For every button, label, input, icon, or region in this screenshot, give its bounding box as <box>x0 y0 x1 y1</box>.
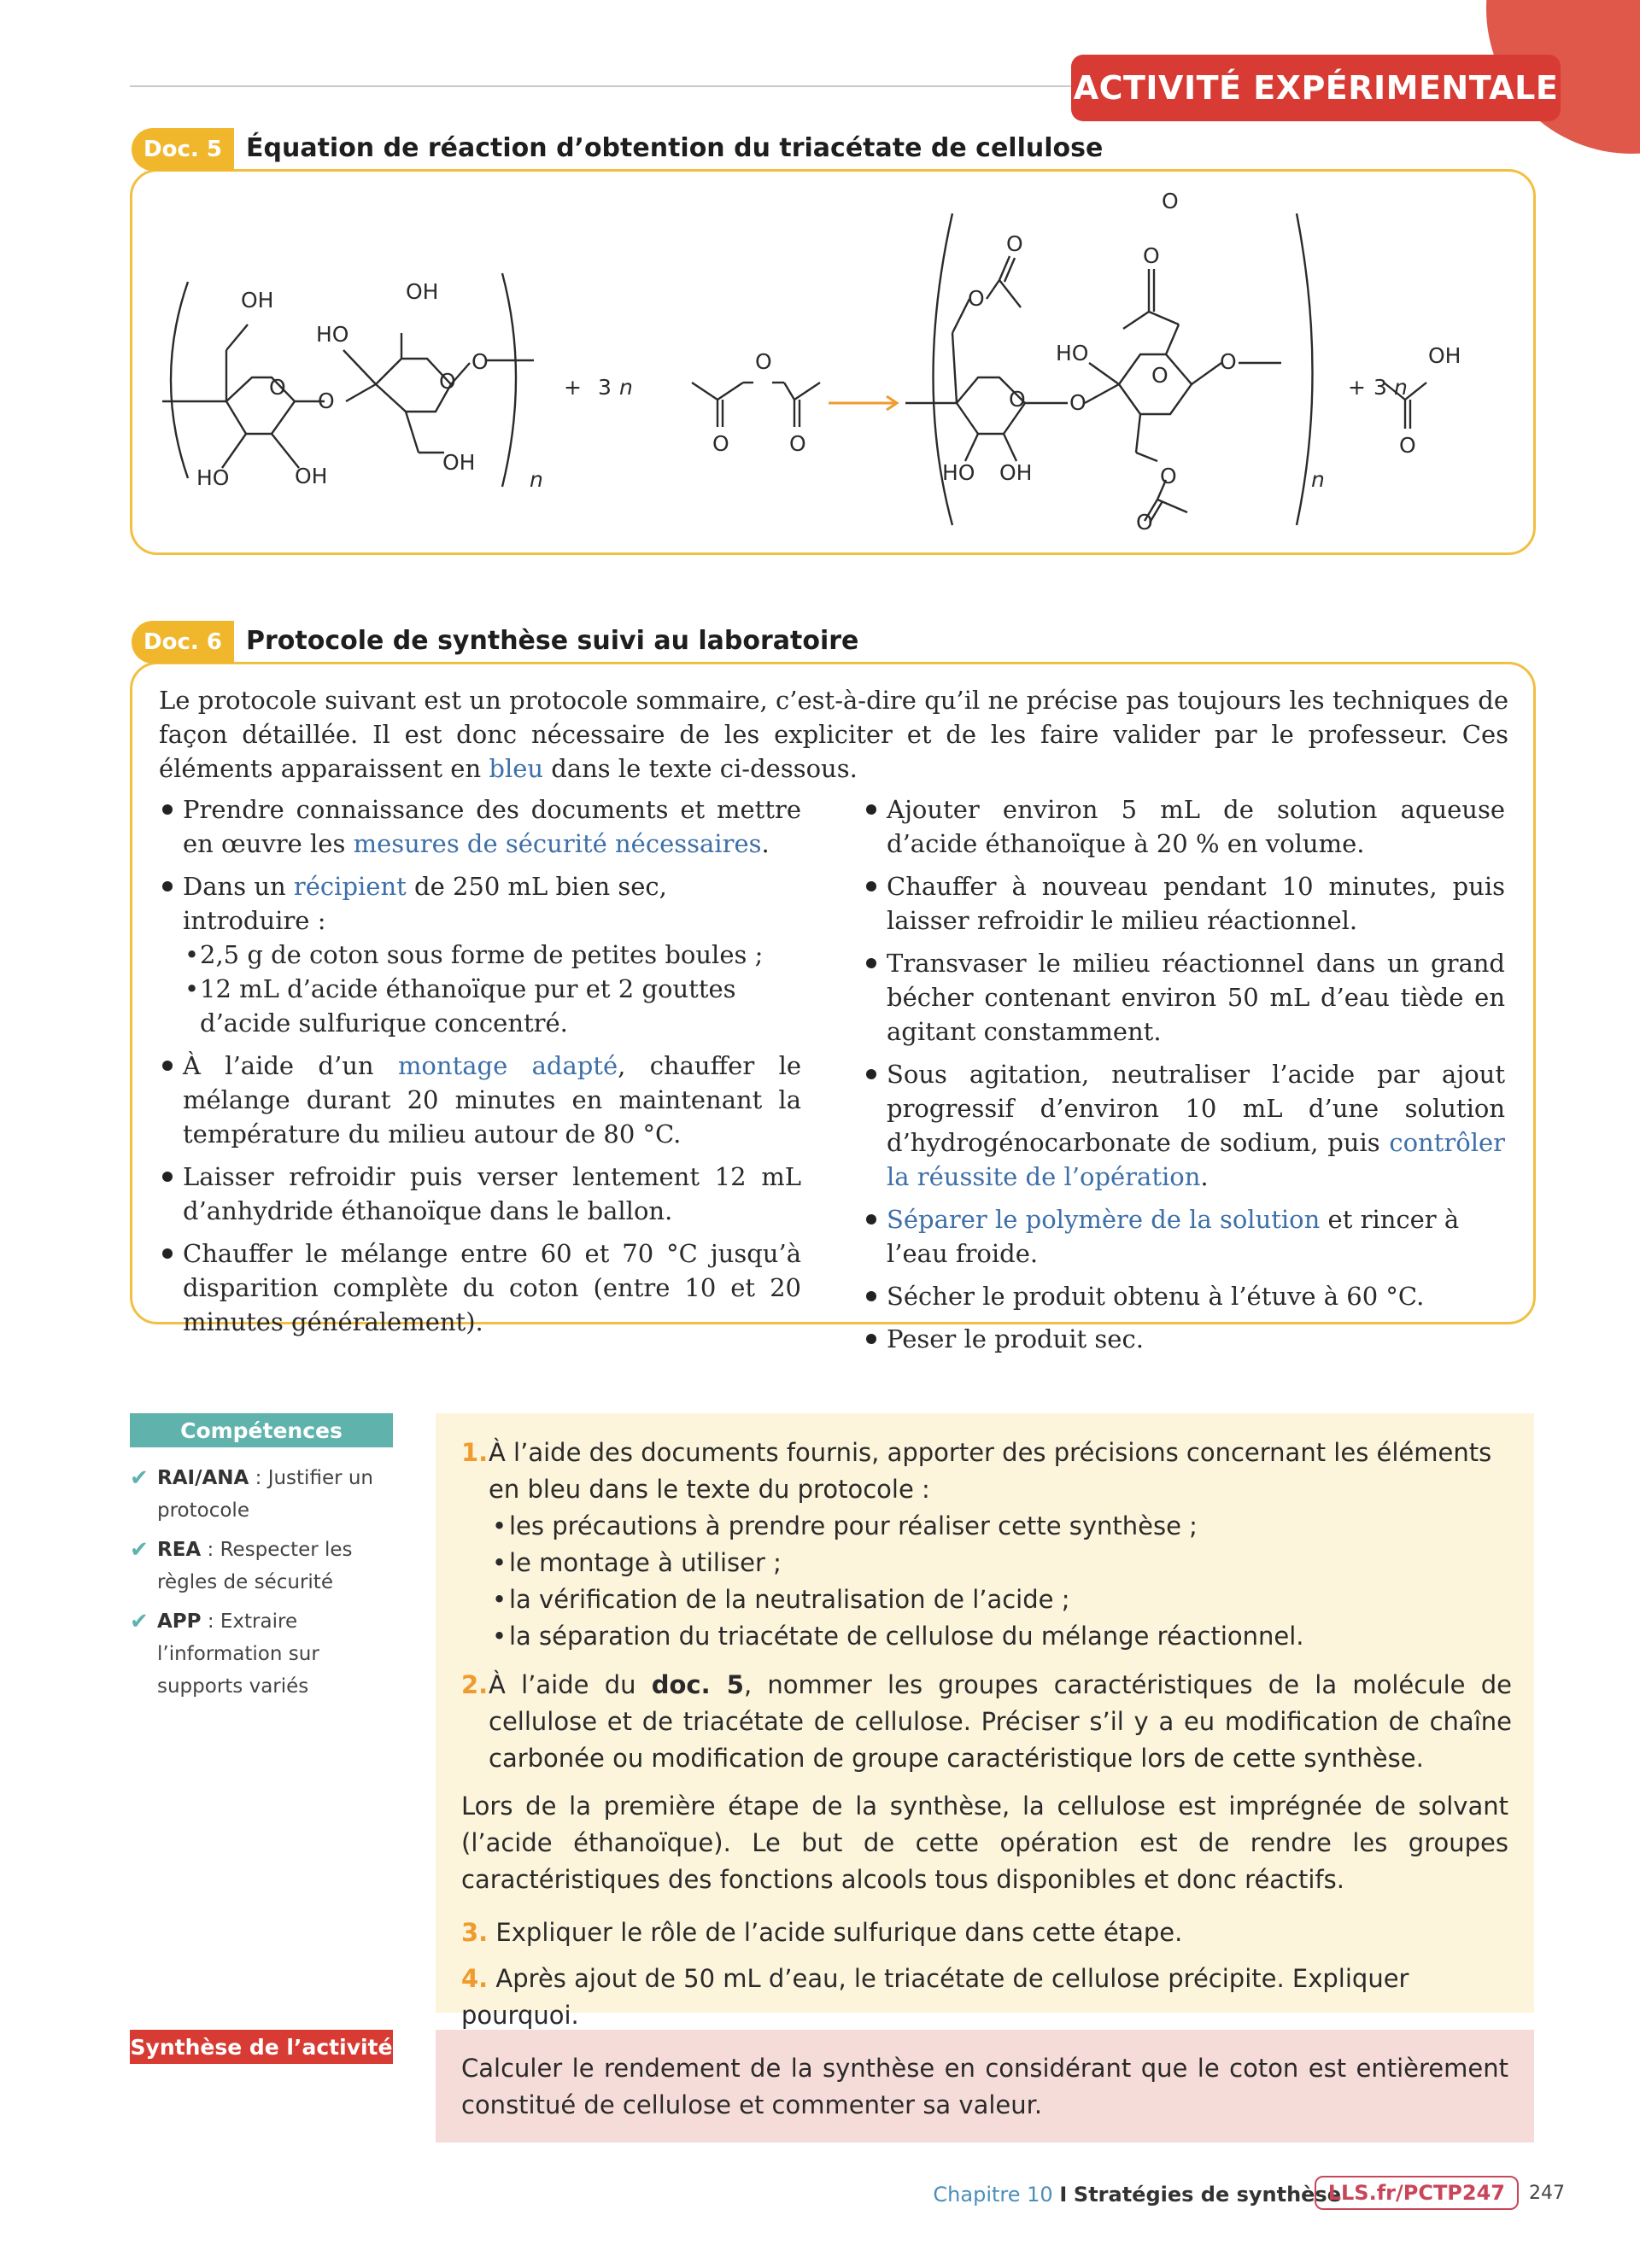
label-o: O <box>1162 189 1179 213</box>
label-o: O <box>318 389 335 413</box>
footer <box>933 2176 1572 2213</box>
label-o: O <box>1069 390 1086 415</box>
bracket-right <box>502 273 516 487</box>
coefficient: 3 <box>598 375 612 400</box>
label-ho: HO <box>196 465 230 490</box>
label-o: O <box>1136 510 1153 535</box>
label-oh: OH <box>1428 343 1461 368</box>
reaction-equation <box>145 179 1529 538</box>
bracket-right-product <box>1297 213 1313 525</box>
label-o: O <box>1220 349 1237 374</box>
protocol-step: Laisser refroidir puis verser lentement 12 mL d’anhydride éthanoïque dans le ballon. <box>159 1160 801 1228</box>
competence-item: ✔ APP : Extraire l’information sur supports variés <box>130 1605 395 1703</box>
label-o: O <box>755 349 772 374</box>
synthesis-header: Synthèse de l’activité <box>130 2030 393 2064</box>
label-o: O <box>712 431 729 456</box>
label-o: O <box>439 369 456 394</box>
competences-header: Compétences <box>130 1413 393 1447</box>
label-oh: OH <box>442 450 476 475</box>
coefficient: 3 <box>1374 375 1387 400</box>
protocol-step: Dans un récipient de 250 mL bien sec, introduire : • 2,5 g de coton sous forme de petites boules ; • 12 mL d’acide éthanoïque pur et 2 gouttes d’acide sulfurique concentré. <box>159 869 801 1040</box>
footer-chapter: Chapitre 10 I Stratégies de synthèse <box>933 2183 1341 2207</box>
coefficient-n: n <box>619 375 633 400</box>
label-o: O <box>1143 243 1160 268</box>
protocol-right-column <box>863 792 1505 1365</box>
page-number: 247 <box>1529 2183 1565 2204</box>
label-oh: OH <box>999 460 1033 485</box>
protocol-step: Séparer le polymère de la solution et rincer à l’eau froide. <box>863 1202 1505 1271</box>
doc6-intro: Le protocole suivant est un protocole sommaire, c’est-à-dire qu’il ne précise pas toujours les techniques de façon détaillée. Il est donc nécessaire de les expliciter et de les faire valider par le professeur. Ces éléments apparaissent en bleu dans le texte ci-dessous. <box>159 686 1508 783</box>
label-oh: OH <box>406 279 439 304</box>
check-icon: ✔ <box>130 1465 149 1491</box>
competence-item: ✔ RAI/ANA : Justifier un protocole <box>130 1462 395 1527</box>
protocol-step: À l’aide d’un montage adapté, chauffer le mélange durant 20 minutes en maintenant la température du milieu autour de 80 °C. <box>159 1049 801 1151</box>
label-o: O <box>1399 433 1416 458</box>
protocol-substep: • 12 mL d’acide éthanoïque pur et 2 gouttes d’acide sulfurique concentré. <box>183 972 801 1040</box>
question-2: 2. À l’aide du doc. 5, nommer les groupes caractéristiques de la molécule de cellulose et de triacétate de cellulose. Préciser s’il y a eu modification de chaîne carbonée ou modification de groupe caractéristique lors de cette synthèse. <box>461 1670 1512 1773</box>
protocol-step: Transvaser le milieu réactionnel dans un grand bécher contenant environ 50 mL d’eau tiède en agitant constamment. <box>863 946 1505 1049</box>
label-o: O <box>1009 387 1026 412</box>
intro-blue-word: bleu <box>489 754 544 783</box>
coefficient-n: n <box>1394 375 1408 400</box>
protocol-step: Ajouter environ 5 mL de solution aqueuse d’acide éthanoïque à 20 % en volume. <box>863 792 1505 861</box>
label-ho: HO <box>942 460 975 485</box>
footer-link[interactable]: LLS.fr/PCTP247 <box>1315 2176 1519 2210</box>
activity-badge: ACTIVITÉ EXPÉRIMENTALE <box>1071 55 1561 121</box>
label-o: O <box>968 286 985 311</box>
doc5-title: Équation de réaction d’obtention du triacétate de cellulose <box>246 133 1104 163</box>
label-o: O <box>1151 363 1168 388</box>
bracket-left <box>171 282 188 478</box>
question-interlude: Lors de la première étape de la synthèse, la cellulose est imprégnée de solvant (l’acide éthanoïque). Le but de cette opération est de rendre les groupes caractéristiques des fonctions alcools tous disponibles et donc réactifs. <box>461 1792 1508 1894</box>
doc6-tab: Doc. 6 <box>132 621 234 663</box>
label-o: O <box>1160 464 1177 488</box>
protocol-step: Chauffer le mélange entre 60 et 70 °C jusqu’à disparition complète du coton (entre 10 et 20 minutes généralement). <box>159 1236 801 1339</box>
label-o: O <box>789 431 806 456</box>
question-1: 1. À l’aide des documents fournis, apporter des précisions concernant les éléments en bleu dans le texte du protocole : • les précautions à prendre pour réaliser cette synthèse ; • le montage à utiliser ; • la vérification de la neutralisation de l’acide ; • la séparation du triacétate de cellulose du mélange réactionnel. <box>461 1435 1512 1655</box>
label-oh: OH <box>241 288 274 313</box>
label-o: O <box>269 375 286 400</box>
doc6-title: Protocole de synthèse suivi au laboratoire <box>246 626 859 656</box>
question-4: 4. Après ajout de 50 mL d’eau, le triacétate de cellulose précipite. Expliquer pourquoi. <box>461 1964 1409 2030</box>
check-icon: ✔ <box>130 1537 149 1563</box>
question-3: 3. Expliquer le rôle de l’acide sulfurique dans cette étape. <box>461 1918 1183 1947</box>
check-icon: ✔ <box>130 1609 149 1634</box>
protocol-step: Chauffer à nouveau pendant 10 minutes, puis laisser refroidir le milieu réactionnel. <box>863 869 1505 938</box>
label-n: n <box>530 467 543 492</box>
label-o: O <box>1006 231 1023 256</box>
label-ho: HO <box>316 322 349 347</box>
question-subitem: • le montage à utiliser ; <box>490 1545 1512 1581</box>
label-oh: OH <box>295 464 328 488</box>
question-subitem: • les précautions à prendre pour réaliser cette synthèse ; <box>490 1508 1512 1545</box>
protocol-step: Prendre connaissance des documents et mettre en œuvre les mesures de sécurité nécessaires. <box>159 792 801 861</box>
protocol-step: Sous agitation, neutraliser l’acide par ajout progressif d’environ 10 mL d’une solution d’hydrogénocarbonate de sodium, puis contrôler la réussite de l’opération. <box>863 1057 1505 1194</box>
plus-sign: + <box>1348 375 1366 400</box>
question-subitem: • la vérification de la neutralisation de l’acide ; <box>490 1581 1512 1618</box>
competences-list <box>130 1462 395 1710</box>
label-ho: HO <box>1056 341 1089 365</box>
question-subitem: • la séparation du triacétate de cellulose du mélange réactionnel. <box>490 1618 1512 1655</box>
competence-item: ✔ REA : Respecter les règles de sécurité <box>130 1534 395 1599</box>
protocol-step: Sécher le produit obtenu à l’étuve à 60 °C. <box>863 1279 1505 1313</box>
label-n: n <box>1311 467 1325 492</box>
doc5-tab: Doc. 5 <box>132 128 234 171</box>
protocol-left-column <box>159 792 801 1347</box>
synthesis-text: Calculer le rendement de la synthèse en considérant que le coton est entièrement constitué de cellulose et commenter sa valeur. <box>461 2054 1508 2119</box>
top-rule <box>130 85 1078 87</box>
label-o: O <box>472 349 489 374</box>
protocol-step: Peser le produit sec. <box>863 1322 1505 1356</box>
protocol-substep: • 2,5 g de coton sous forme de petites boules ; <box>183 938 801 972</box>
plus-sign: + <box>564 375 582 400</box>
